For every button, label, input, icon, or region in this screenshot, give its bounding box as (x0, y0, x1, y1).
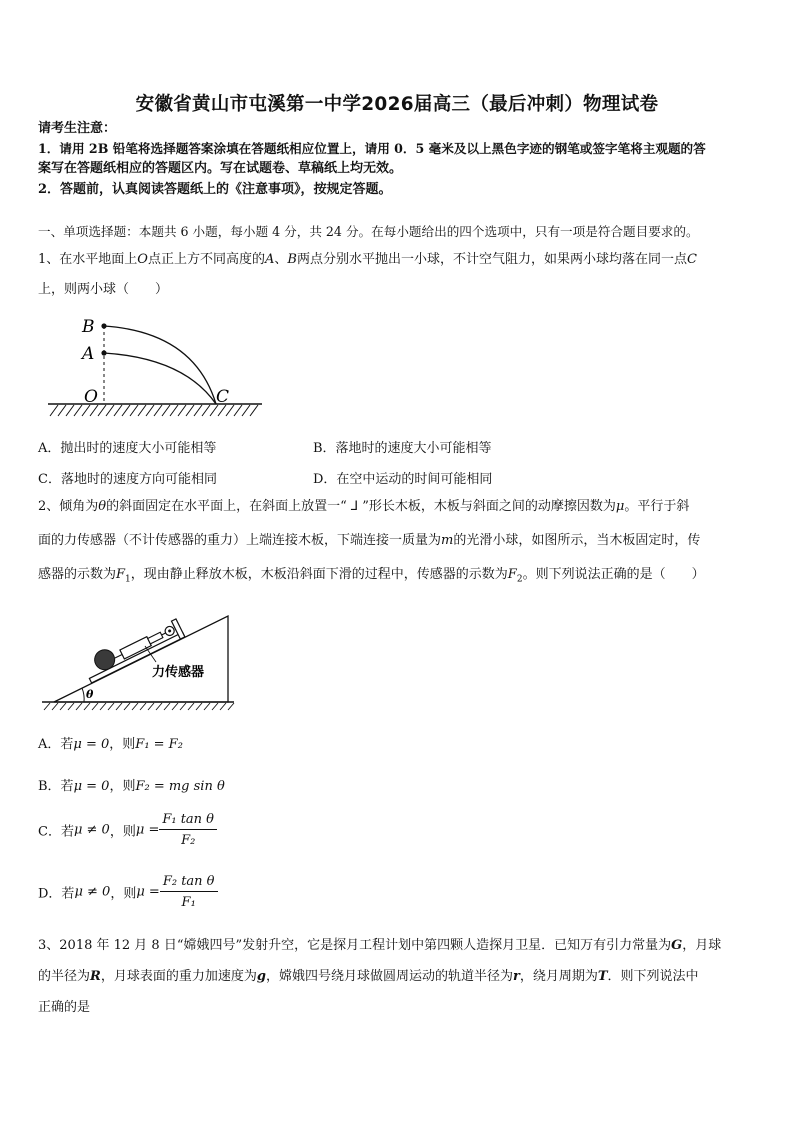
q2-stem-line3: 感器的示数为$F_1$，现由静止释放木板，木板沿斜面下滑的过程中，传感器的示数为$F_2$。则下列说法正确的是（ ） (38, 567, 705, 585)
section-header: 一、单项选择题：本题共 6 小题，每小题 4 分，共 24 分。在每小题给出的四个选项中，只有一项是符合题目要求的。 (38, 224, 699, 239)
q2-option-a: A．若μ = 0，则F₁ = F₂ (38, 737, 183, 752)
q1-stem-line2: 上，则两小球（ ） (38, 282, 169, 297)
q1-stem-line1: 1、在水平地面上O点正上方不同高度的A、B两点分别水平抛出一小球，不计空气阻力，如果两小球均落在同一点C (38, 252, 697, 267)
q2-option-c: C．若μ ≠ 0，则μ = $\frac{\text{F₁ tan θ}}{\text{F₂}}$ (38, 812, 217, 848)
notice-item-2: 2．答题前，认真阅读答题纸上的《注意事项》，按规定答题。 (38, 182, 392, 197)
q1-label-o: O (84, 387, 98, 407)
notice-heading: 请考生注意： (38, 121, 117, 136)
q2-theta-label: θ (86, 688, 94, 701)
q2-stem-line1: 2、倾角为θ的斜面固定在水平面上，在斜面上放置一“ ⅃ ”形长木板，木板与斜面之间的动摩擦因数为μ。平行于斜 (38, 499, 690, 514)
q1-label-a: A (82, 344, 95, 364)
q1-option-a: A．抛出时的速度大小可能相等 (38, 441, 217, 456)
notice-item-1: 1．请用 2B 铅笔将选择题答案涂填在答题纸相应位置上，请用 0．5 毫米及以上黑色字迹的钢笔或签字笔将主观题的答 (38, 141, 706, 156)
q1-option-b: B．落地时的速度大小可能相等 (313, 441, 492, 456)
q3-stem-line2: 的半径为R，月球表面的重力加速度为g，嫦娥四号绕月球做圆周运动的轨道半径为r，绕月周期为T．则下列说法中 (38, 969, 699, 984)
q1-projectile-figure (44, 312, 266, 420)
q1-label-c: C (216, 387, 230, 407)
q1-option-c: C．落地时的速度方向可能相同 (38, 472, 217, 487)
q3-stem-line3: 正确的是 (38, 1000, 91, 1015)
q2-option-d: D．若μ ≠ 0，则μ = $\frac{\text{F₂ tan θ}}{\text{F₁}}$ (38, 874, 218, 910)
q1-label-b: B (82, 317, 95, 337)
q1-option-d: D．在空中运动的时间可能相同 (313, 472, 493, 487)
page-title: 安徽省黄山市屯溪第一中学2026届高三（最后冲刺）物理试卷 (135, 94, 659, 115)
q2-option-b: B．若μ = 0，则F₂ = mg sin θ (38, 779, 225, 794)
q2-sensor-label: 力传感器 (152, 665, 205, 680)
notice-item-1-cont: 案写在答题纸相应的答题区内。写在试题卷、草稿纸上均无效。 (38, 161, 403, 176)
q2-stem-line2: 面的力传感器（不计传感器的重力）上端连接木板，下端连接一质量为m的光滑小球，如图所示，当木板固定时，传 (38, 533, 701, 548)
q2-incline-figure (40, 602, 240, 714)
q3-stem-line1: 3、2018 年 12 月 8 日“嫦娥四号”发射升空，它是探月工程计划中第四颗人造探月卫星．已知万有引力常量为G，月球 (38, 938, 722, 953)
